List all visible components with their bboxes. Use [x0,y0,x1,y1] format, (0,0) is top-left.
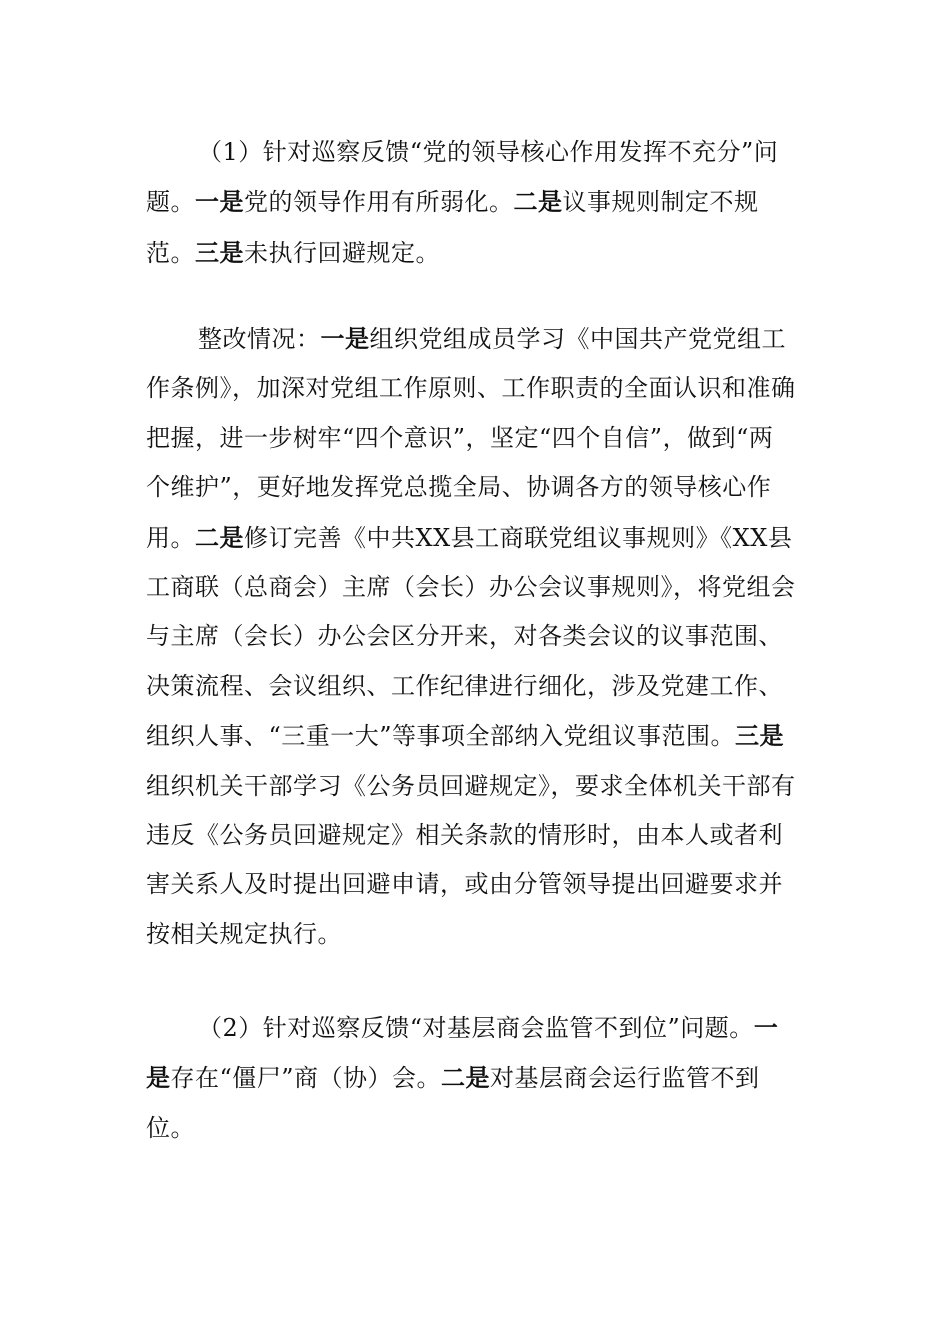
point-marker-one: 一是 [195,187,244,217]
paragraph-rectification [146,314,796,959]
paragraph-issue-1 [146,128,796,278]
issue-1-point-2: 议事规则制定不规范。 [146,188,759,267]
issue-2-point-1: 存在“僵尸”商（协）会。 [170,1064,442,1093]
rectification-point-1: 组织党组成员学习《中国共产党党组工作条例》，加深对党组工作原则、工作职责的全面认识和准确把握，进一步树牢“四个意识”，坚定“四个自信”，做到“两个维护”，更好地发挥党总揽全局、协调各方的领导核心作用。 [146,325,796,552]
point-marker-three: 三是 [195,237,244,267]
issue-2-heading: （2）针对巡察反馈“对基层商会监管不到位”问题。 [198,1014,754,1042]
issue-1-heading: （1）针对巡察反馈“党的领导核心作用发挥不充分”问题。 [146,138,779,217]
issue-2-point-2: 对基层商会运行监管不到位。 [146,1064,760,1142]
point-marker-one: 一是 [320,324,370,353]
point-marker-one: 一是 [146,1013,779,1093]
issue-1-point-3: 未执行回避规定。 [244,238,440,267]
point-marker-two: 二是 [441,1063,491,1093]
issue-1-point-1: 党的领导作用有所弱化。 [244,188,514,217]
rectification-point-3: 组织机关干部学习《公务员回避规定》，要求全体机关干部有违反《公务员回避规定》相关条款的情形时，由本人或者利害关系人及时提出回避申请，或由分管领导提出回避要求并按相关规定执行。 [146,771,796,948]
paragraph-issue-2 [146,1003,796,1153]
point-marker-two: 二是 [195,522,244,552]
point-marker-two: 二是 [513,187,563,217]
rectification-label: 整改情况： [198,325,321,353]
rectification-point-2: 修订完善《中共XX县工商联党组议事规则》《XX县工商联（总商会）主席（会长）办公会议事规则》，将党组会与主席（会长）办公会区分开来，对各类会议的议事范围、决策流程、会议组织、工作纪律进行细化，涉及党建工作、组织人事、“三重一大”等事项全部纳入党组议事范围。 [146,523,796,751]
point-marker-three: 三是 [735,721,785,751]
